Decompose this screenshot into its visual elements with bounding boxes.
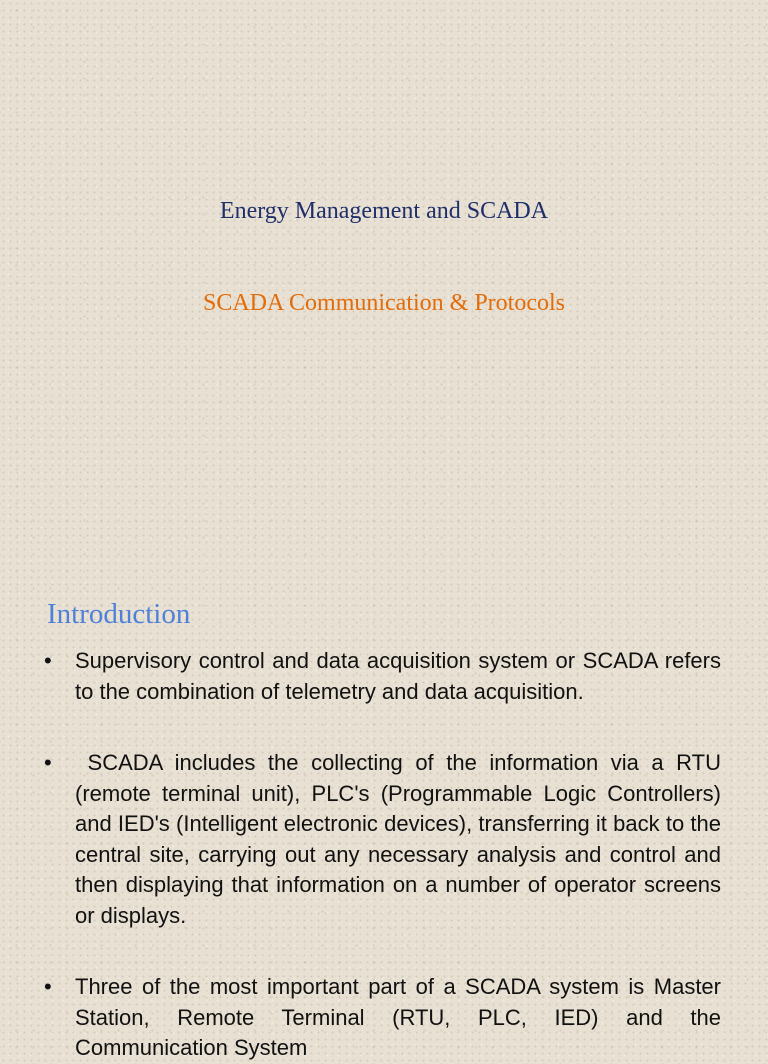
bullet-text: Three of the most important part of a SCADA system is Master Station, Remote Terminal (RTU, PLC, IED) and the Communication System	[75, 974, 721, 1060]
introduction-bullet-list	[0, 646, 768, 1064]
bullet-item	[0, 972, 721, 1064]
introduction-heading: Introduction	[47, 598, 191, 630]
bullet-text: SCADA includes the collecting of the information via a RTU (remote terminal unit), PLC's (Programmable Logic Controllers) and IED's (Intelligent electronic devices), transferring it back to the central site, carrying out any necessary analysis and control and then displaying that information on a number of operator screens or displays.	[75, 750, 721, 928]
bullet-dot-icon: •	[44, 648, 52, 673]
bullet-dot-icon: •	[44, 974, 52, 999]
slide-title: Energy Management and SCADA	[219, 198, 549, 224]
bullet-item	[0, 748, 721, 931]
slide-subtitle: SCADA Communication & Protocols	[202, 290, 565, 316]
bullet-text: Supervisory control and data acquisition system or SCADA refers to the combination of telemetry and data acquisition.	[75, 648, 721, 704]
bullet-dot-icon: •	[44, 750, 52, 775]
bullet-item	[0, 646, 721, 707]
